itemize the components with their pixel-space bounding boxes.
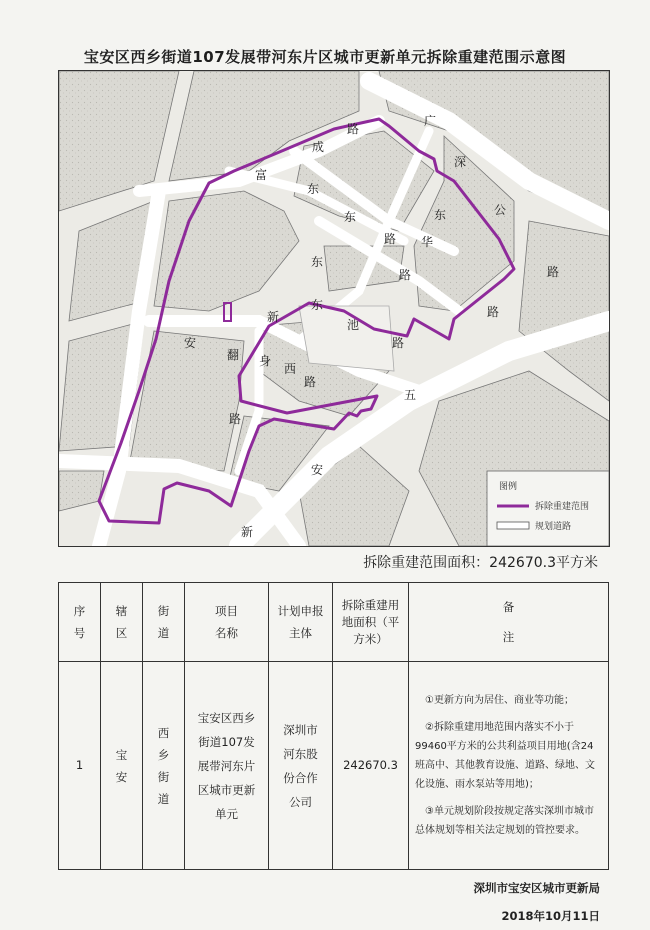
table-header: 街道 (143, 583, 185, 662)
note-item: ①更新方向为居住、商业等功能； (425, 695, 574, 706)
road-label: 新 (267, 310, 280, 324)
table-header: 辖区 (101, 583, 143, 662)
area-summary: 拆除重建范围面积：242670.3平方米 (363, 555, 598, 571)
legend-label: 拆除重建范围 (535, 502, 590, 512)
road-label: 安 (311, 463, 324, 477)
road-label: 深 (454, 155, 467, 169)
table-header: 计划申报主体 (269, 583, 333, 662)
road-label: 东 (311, 255, 324, 269)
road-label: 路 (347, 122, 360, 136)
road-label: 华 (421, 235, 434, 249)
block (59, 471, 104, 511)
road-label: 池 (347, 318, 360, 332)
road-label: 路 (304, 375, 317, 389)
site-plan-drawing (59, 71, 609, 546)
note-item: ②拆除重建用地范围内落实不小于99460平方米的公共利益项目用地(含24班高中、其他教育设施、道路、绿地、文化设施、雨水泵站等用地)； (415, 722, 595, 790)
road-label: 路 (399, 268, 412, 282)
cell-project: 宝安区西乡街道107发展带河东片区城市更新单元 (185, 662, 269, 870)
road-label: 广 (424, 114, 437, 128)
road-label: 东 (311, 298, 324, 312)
road-label: 路 (392, 336, 405, 350)
legend-title: 图例 (499, 482, 518, 492)
site-plan-map (58, 70, 610, 547)
road-label: 东 (434, 208, 447, 222)
map-legend (487, 471, 609, 546)
table-header-row (59, 583, 609, 662)
road-label: 路 (384, 232, 397, 246)
road-label: 东 (307, 182, 320, 196)
cell-district: 宝安 (101, 662, 143, 870)
cell-area: 242670.3 (333, 662, 409, 870)
table-header: 拆除重建用地面积（平方米） (333, 583, 409, 662)
legend-label: 规划道路 (535, 522, 572, 532)
road-label: 西 (284, 362, 297, 376)
road-label: 富 (255, 168, 268, 182)
road-label: 五 (404, 388, 417, 402)
road-label: 路 (547, 265, 560, 279)
table-row (59, 662, 609, 870)
table-header: 序号 (59, 583, 101, 662)
map-title: 宝安区西乡街道107发展带河东片区城市更新单元拆除重建范围示意图 (83, 48, 567, 66)
cell-street: 西乡街道 (143, 662, 185, 870)
road-label: 成 (312, 140, 325, 154)
road-label: 翻 (227, 348, 240, 362)
cell-notes (409, 662, 609, 870)
issuing-authority: 深圳市宝安区城市更新局 (473, 881, 600, 895)
block (154, 191, 299, 311)
cell-no: 1 (59, 662, 101, 870)
road-label: 安 (184, 336, 197, 350)
road-label: 身 (259, 354, 272, 368)
vacant-parcel (299, 306, 394, 371)
issue-date: 2018年10月11日 (501, 909, 600, 923)
legend-road-swatch (497, 522, 529, 529)
road-label: 路 (229, 412, 242, 426)
road-label: 路 (487, 305, 500, 319)
note-item: ③单元规划阶段按规定落实深圳市城市总体规划等相关法定规划的管控要求。 (415, 806, 594, 836)
cell-applicant: 深圳市河东股份合作公司 (269, 662, 333, 870)
table-header: 项目名称 (185, 583, 269, 662)
road-label: 新 (241, 525, 254, 539)
project-table (58, 582, 609, 870)
table-header: 备注 (409, 583, 609, 662)
road-label: 东 (344, 210, 357, 224)
road-label: 公 (494, 203, 507, 217)
